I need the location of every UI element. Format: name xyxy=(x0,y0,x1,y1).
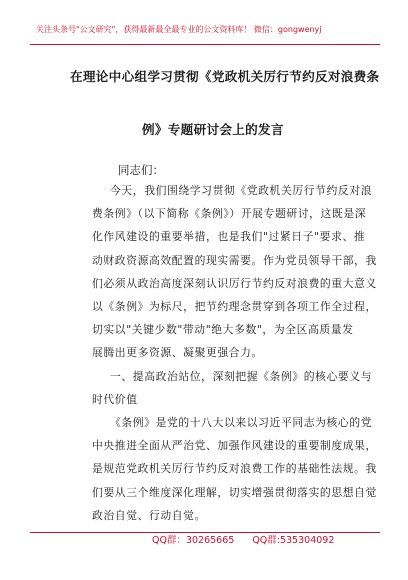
body-line: 费条例》（以下简称《条例》）开展专题研讨，这既是深 xyxy=(92,207,367,221)
body-line: 《条例》是党的十八大以来以习近平同志为核心的党 xyxy=(110,416,373,429)
section-heading-line: 时代价值 xyxy=(92,392,138,406)
body-line: 以《条例》为标尺，把节约理念贯穿到各项工作全过程， xyxy=(92,300,377,313)
body-line: 们要从三个维度深化理解，切实增强贯彻落实的思想自觉 xyxy=(92,485,377,499)
footer-divider xyxy=(30,532,380,533)
body-line: 是规范党政机关厉行节约反对浪费工作的基础性法规。我 xyxy=(92,462,377,476)
body-line: 展腾出更多资源、凝聚更强合力。 xyxy=(92,346,263,360)
body-line: 切实以"关键少数"带动"绝大多数"，为全区高质量发 xyxy=(92,323,354,337)
body-line: 今天，我们围绕学习贯彻《党政机关厉行节约反对浪 xyxy=(110,184,373,197)
section-heading-line: 一、提高政治站位，深刻把握《条例》的核心要义与 xyxy=(110,369,373,383)
footer-qq-group-2: QQ群:535304092 xyxy=(252,535,335,546)
salutation: 同志们： xyxy=(118,163,164,177)
document-title-line-2: 例》专题研讨会上的发言 xyxy=(142,122,284,137)
document-title-line-1: 在理论中心组学习贯彻《党政机关厉行节约反对浪费条 xyxy=(70,69,380,84)
footer-qq-group-1: QQ群：30265665 xyxy=(152,535,235,546)
footer xyxy=(152,534,334,547)
body-line: 政治自觉、行动自觉。 xyxy=(92,508,206,522)
header-banner: 关注头条号"公文研究"，获得最新最全最专业的公文资料库！ 微信：gongwenyj xyxy=(36,25,322,34)
body-line: 动财政资源高效配置的现实需要。作为党员领导干部，我 xyxy=(92,253,377,267)
body-line: 们必须从政治高度深刻认识厉行节约反对浪费的重大意义 xyxy=(92,276,377,290)
header-divider xyxy=(30,44,380,45)
body-line: 化作风建设的重要举措，也是我们"过紧日子"要求、推 xyxy=(92,230,366,244)
body-line: 中央推进全面从严治党、加强作风建设的重要制度成果， xyxy=(92,439,377,453)
